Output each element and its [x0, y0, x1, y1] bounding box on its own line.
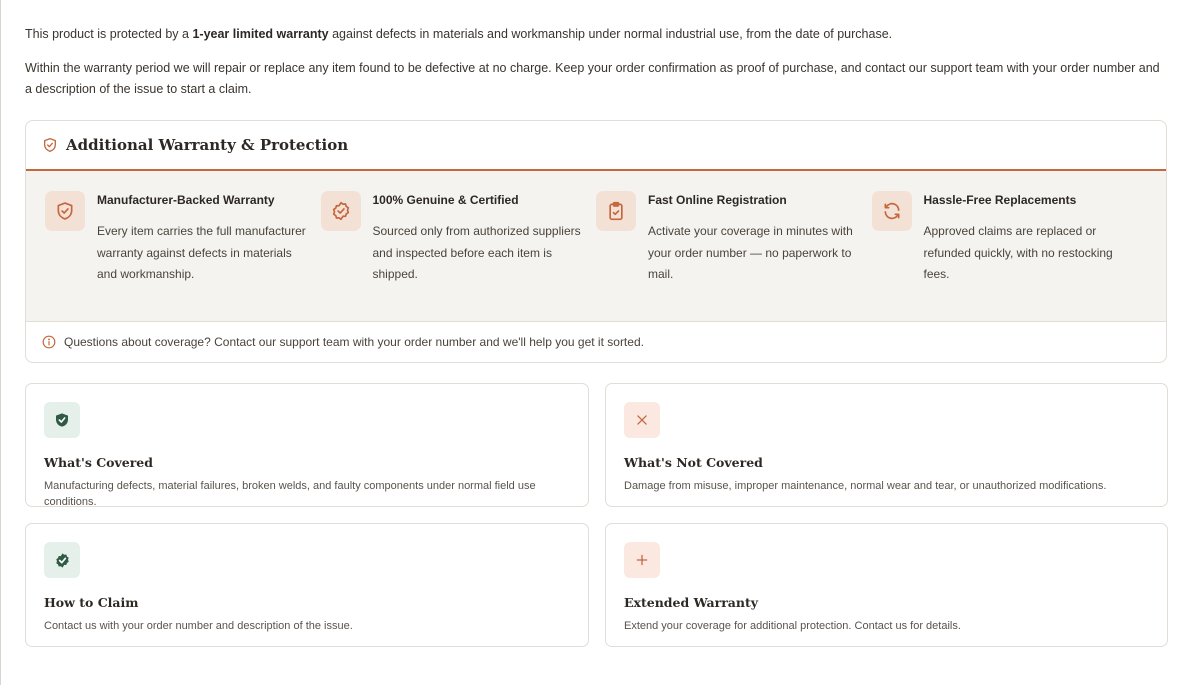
panel-footer-note	[26, 322, 1166, 362]
panel-header	[26, 121, 1166, 171]
clipboard-check-icon	[596, 191, 636, 231]
info-icon	[42, 335, 56, 349]
plus-icon	[624, 542, 660, 578]
feature-title: 100% Genuine & Certified	[372, 193, 519, 207]
refresh-icon	[872, 191, 912, 231]
card-title: Extended Warranty	[624, 595, 759, 610]
badge-filled-icon	[44, 542, 80, 578]
shield-check-icon	[42, 137, 58, 153]
feature-description: Sourced only from authorized suppliers and inspected before each item is shipped.	[372, 224, 581, 281]
feature-description: Activate your coverage in minutes with your order number — no paperwork to mail.	[648, 224, 853, 281]
badge-check-icon	[321, 191, 361, 231]
feature-list	[26, 171, 1166, 322]
card-description: Manufacturing defects, material failures, broken welds, and faulty components under normal field use conditions.	[44, 480, 536, 508]
feature-item	[596, 191, 872, 321]
feature-item	[321, 191, 597, 321]
x-icon	[624, 402, 660, 438]
feature-title: Fast Online Registration	[648, 193, 787, 207]
additional-warranty-panel	[25, 120, 1167, 363]
feature-description: Every item carries the full manufacturer warranty against defects in materials and workmanship.	[97, 224, 306, 281]
shield-filled-icon	[44, 402, 80, 438]
warranty-intro	[25, 0, 1167, 100]
intro-paragraph-2: Within the warranty period we will repair or replace any item found to be defective at no charge. Keep your order confirmation as proof of purchase, and contact our support team with your order number and a description of the issue to start a claim.	[25, 61, 1160, 96]
card-title: What's Covered	[44, 455, 153, 470]
feature-title: Manufacturer-Backed Warranty	[97, 193, 275, 207]
feature-item	[45, 191, 321, 321]
card-description: Contact us with your order number and description of the issue.	[44, 620, 353, 632]
card-whats-covered	[25, 383, 589, 507]
footer-text: Questions about coverage? Contact our support team with your order number and we'll help you get it sorted.	[64, 335, 644, 349]
warranty-term: 1-year limited warranty	[192, 27, 329, 41]
intro-paragraph-1: This product is protected by a 1-year limited warranty against defects in materials and workmanship under normal industrial use, from the date of purchase.	[25, 27, 893, 41]
card-how-to-claim	[25, 523, 589, 647]
card-whats-not-covered	[605, 383, 1168, 507]
card-extended-warranty	[605, 523, 1168, 647]
warranty-page	[1, 0, 1191, 647]
coverage-cards	[25, 383, 1167, 647]
card-description: Damage from misuse, improper maintenance, normal wear and tear, or unauthorized modifications.	[624, 480, 1107, 492]
card-title: How to Claim	[44, 595, 139, 610]
card-description: Extend your coverage for additional protection. Contact us for details.	[624, 620, 961, 632]
feature-item	[872, 191, 1148, 321]
feature-description: Approved claims are replaced or refunded quickly, with no restocking fees.	[923, 224, 1113, 281]
card-title: What's Not Covered	[624, 455, 763, 470]
feature-title: Hassle-Free Replacements	[923, 193, 1077, 207]
shield-check-icon	[45, 191, 85, 231]
panel-title: Additional Warranty & Protection	[66, 136, 349, 154]
